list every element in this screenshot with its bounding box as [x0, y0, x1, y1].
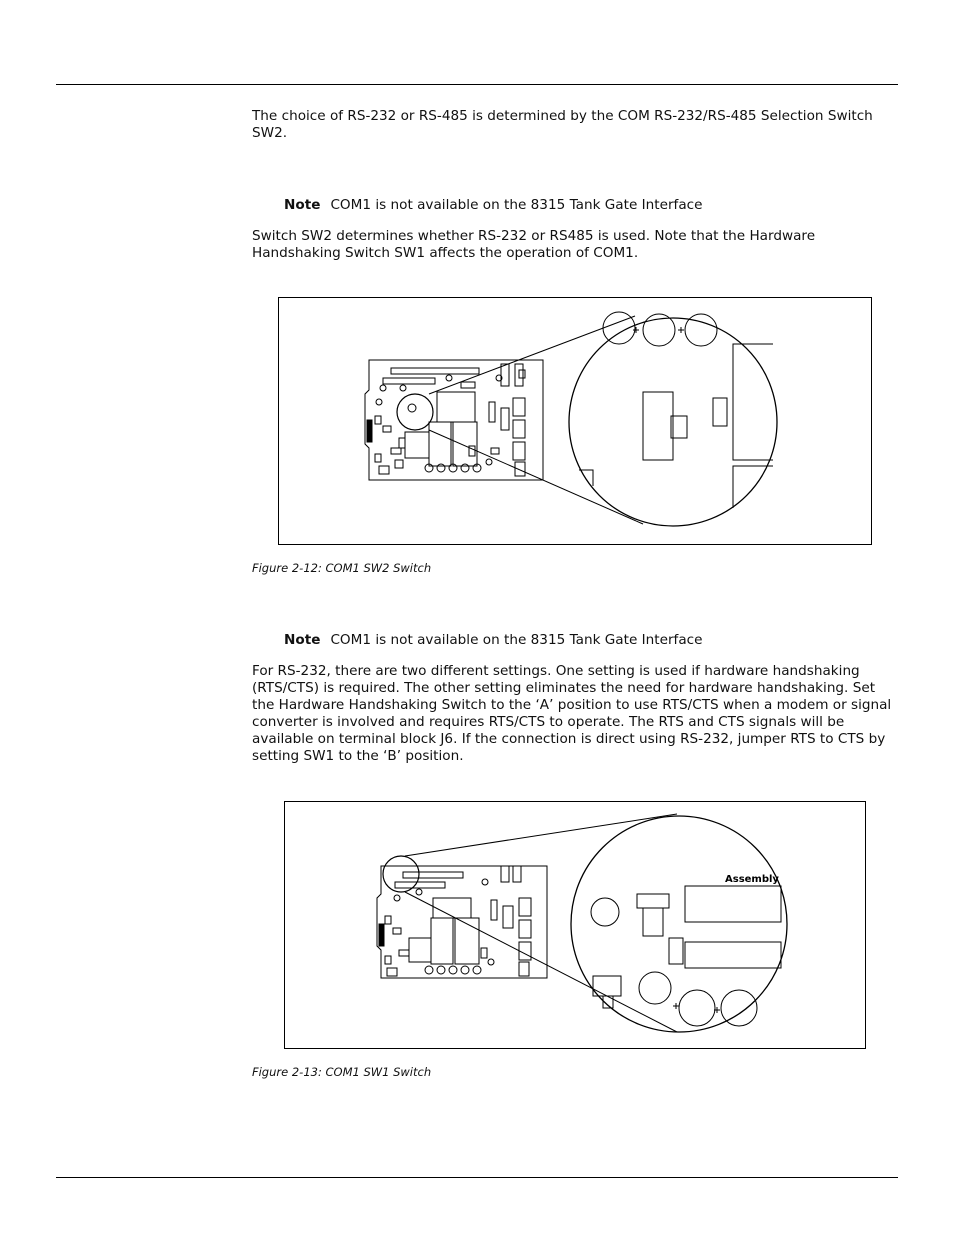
header-rule — [56, 84, 898, 85]
note-label: Note — [284, 197, 321, 213]
paragraph-sw2: Switch SW2 determines whether RS-232 or RS485 is used. Note that the Hardware Handshaking Switch SW1 affects the operation of COM1. — [252, 228, 816, 261]
zoom-label-assembly: Assembly — [725, 874, 779, 885]
note-text: COM1 is not available on the 8315 Tank Gate Interface — [330, 197, 703, 213]
paragraph-rs232-settings: For RS-232, there are two different settings. One setting is used if hardware handshaking (RTS/CTS) is required. The other setting eliminates the need for hardware handshaking. Set the Hardware Handshaking Switch to the ‘A’ position to use RTS/CTS when a modem or signal converter is involved and requires RTS/CTS to operate. The RTS and CTS signals will be available on terminal block J6. If the connection is direct using RS-232, jumper RTS to CTS by setting SW1 to the ‘B’ position. — [252, 663, 892, 764]
note-com1-unavailable-2 — [284, 632, 703, 649]
figure-com1-sw2 — [278, 297, 872, 545]
figure-caption-2-12: Figure 2-12: COM1 SW2 Switch — [252, 561, 432, 575]
figure-caption-2-13: Figure 2-13: COM1 SW1 Switch — [252, 1065, 432, 1079]
note-text: COM1 is not available on the 8315 Tank Gate Interface — [330, 632, 703, 648]
figure-com1-sw1 — [284, 801, 866, 1049]
note-com1-unavailable-1 — [284, 197, 703, 214]
footer-rule — [56, 1177, 898, 1178]
note-label: Note — [284, 632, 321, 648]
board-diagram-sw1 — [285, 802, 867, 1050]
board-diagram-sw2 — [279, 298, 873, 546]
paragraph-selection-switch: The choice of RS-232 or RS-485 is determined by the COM RS-232/RS-485 Selection Switch SW2. — [252, 108, 873, 141]
